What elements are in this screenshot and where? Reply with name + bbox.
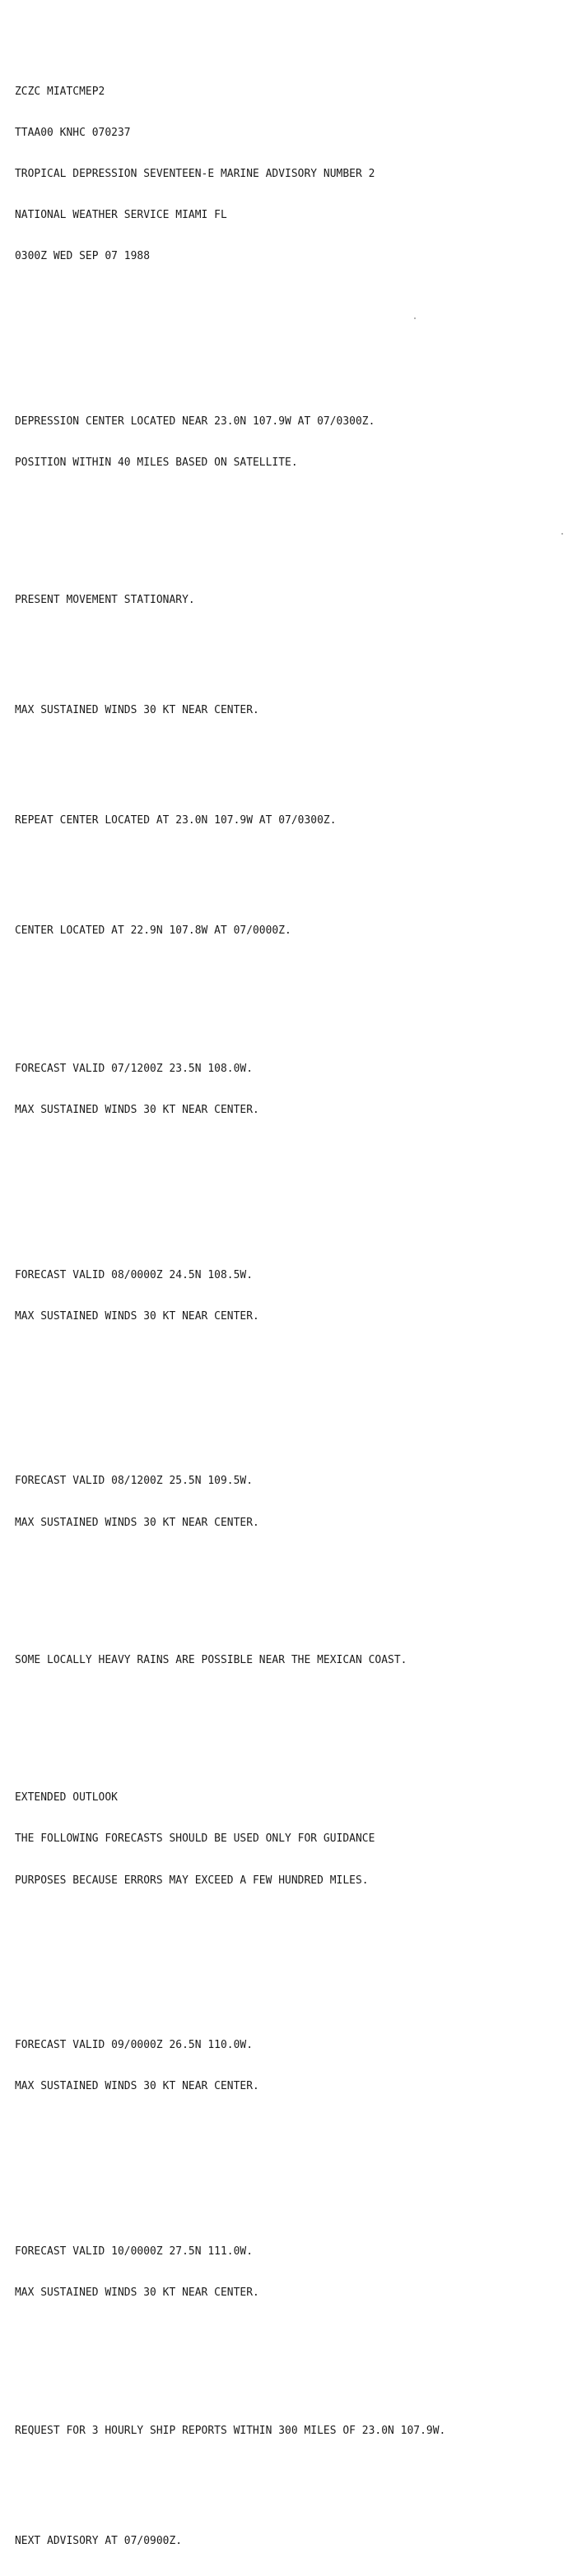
forecast-block <box>15 1241 566 1351</box>
header-line-originator: TTAA00 KNHC 070237 <box>15 126 131 139</box>
spacer <box>15 2480 566 2494</box>
next-advisory-line: NEXT ADVISORY AT 07/0900Z. <box>15 2534 183 2547</box>
forecast-valid-line: FORECAST VALID 08/1200Z 25.5N 109.5W. <box>15 1475 253 1488</box>
spacer <box>15 980 566 994</box>
advisory-title: TROPICAL DEPRESSION SEVENTEEN-E MARINE ADVISORY NUMBER 2 <box>15 167 375 180</box>
scan-speck <box>414 317 416 319</box>
heavy-rains-line: SOME LOCALLY HEAVY RAINS ARE POSSIBLE NEAR THE MEXICAN COAST. <box>15 1653 407 1666</box>
center-position-section <box>15 387 566 498</box>
spacer <box>15 539 566 553</box>
forecast-winds-line: MAX SUSTAINED WINDS 30 KT NEAR CENTER. <box>15 2286 259 2300</box>
forecast-winds-line: MAX SUSTAINED WINDS 30 KT NEAR CENTER. <box>15 1103 259 1116</box>
position-accuracy-line: POSITION WITHIN 40 MILES BASED ON SATELLITE. <box>15 456 298 469</box>
center-position-line: DEPRESSION CENTER LOCATED NEAR 23.0N 107.9W AT 07/0300Z. <box>15 415 375 428</box>
spacer <box>15 2370 566 2384</box>
extended-outlook-note: THE FOLLOWING FORECASTS SHOULD BE USED ONLY FOR GUIDANCE <box>15 1832 375 1846</box>
spacer <box>15 1709 566 1723</box>
forecast-winds-line: MAX SUSTAINED WINDS 30 KT NEAR CENTER. <box>15 1516 259 1529</box>
issue-time: 0300Z WED SEP 07 1988 <box>15 249 151 262</box>
repeat-center-line: REPEAT CENTER LOCATED AT 23.0N 107.9W AT 07/0300Z. <box>15 814 337 827</box>
spacer <box>15 2163 566 2177</box>
max-winds-line: MAX SUSTAINED WINDS 30 KT NEAR CENTER. <box>15 704 259 717</box>
spacer <box>15 332 566 346</box>
forecast-winds-line: MAX SUSTAINED WINDS 30 KT NEAR CENTER. <box>15 2080 259 2093</box>
extended-outlook-heading: EXTENDED OUTLOOK <box>15 1791 118 1805</box>
extended-outlook-note: PURPOSES BECAUSE ERRORS MAY EXCEED A FEW HUNDRED MILES. <box>15 1874 369 1887</box>
spacer <box>15 1186 566 1200</box>
header-line-wmo-id: ZCZC MIATCMEP2 <box>15 85 105 98</box>
forecast-valid-line: FORECAST VALID 07/1200Z 23.5N 108.0W. <box>15 1062 253 1075</box>
spacer <box>15 1957 566 1971</box>
forecast-block <box>15 2218 566 2328</box>
scan-speck <box>561 533 563 535</box>
spacer <box>15 869 566 883</box>
forecast-winds-line: MAX SUSTAINED WINDS 30 KT NEAR CENTER. <box>15 1309 259 1323</box>
forecast-valid-line: FORECAST VALID 08/0000Z 24.5N 108.5W. <box>15 1268 253 1281</box>
forecast-block <box>15 2012 566 2122</box>
forecast-block <box>15 1035 566 1145</box>
bulletin-header <box>15 58 566 291</box>
forecast-valid-line: FORECAST VALID 09/0000Z 26.5N 110.0W. <box>15 2039 253 2052</box>
forecast-valid-line: FORECAST VALID 10/0000Z 27.5N 111.0W. <box>15 2245 253 2259</box>
previous-center-line: CENTER LOCATED AT 22.9N 107.8W AT 07/0000Z. <box>15 924 291 938</box>
present-movement-line: PRESENT MOVEMENT STATIONARY. <box>15 594 195 607</box>
spacer <box>15 759 566 773</box>
issuing-office: NATIONAL WEATHER SERVICE MIAMI FL <box>15 208 227 221</box>
spacer <box>15 1599 566 1613</box>
spacer <box>15 649 566 663</box>
forecast-block <box>15 1448 566 1558</box>
marine-advisory-text <box>15 16 566 2576</box>
ship-reports-request-line: REQUEST FOR 3 HOURLY SHIP REPORTS WITHIN 300 MILES OF 23.0N 107.9W. <box>15 2424 446 2437</box>
spacer <box>15 1392 566 1406</box>
extended-outlook-section <box>15 1764 566 1916</box>
